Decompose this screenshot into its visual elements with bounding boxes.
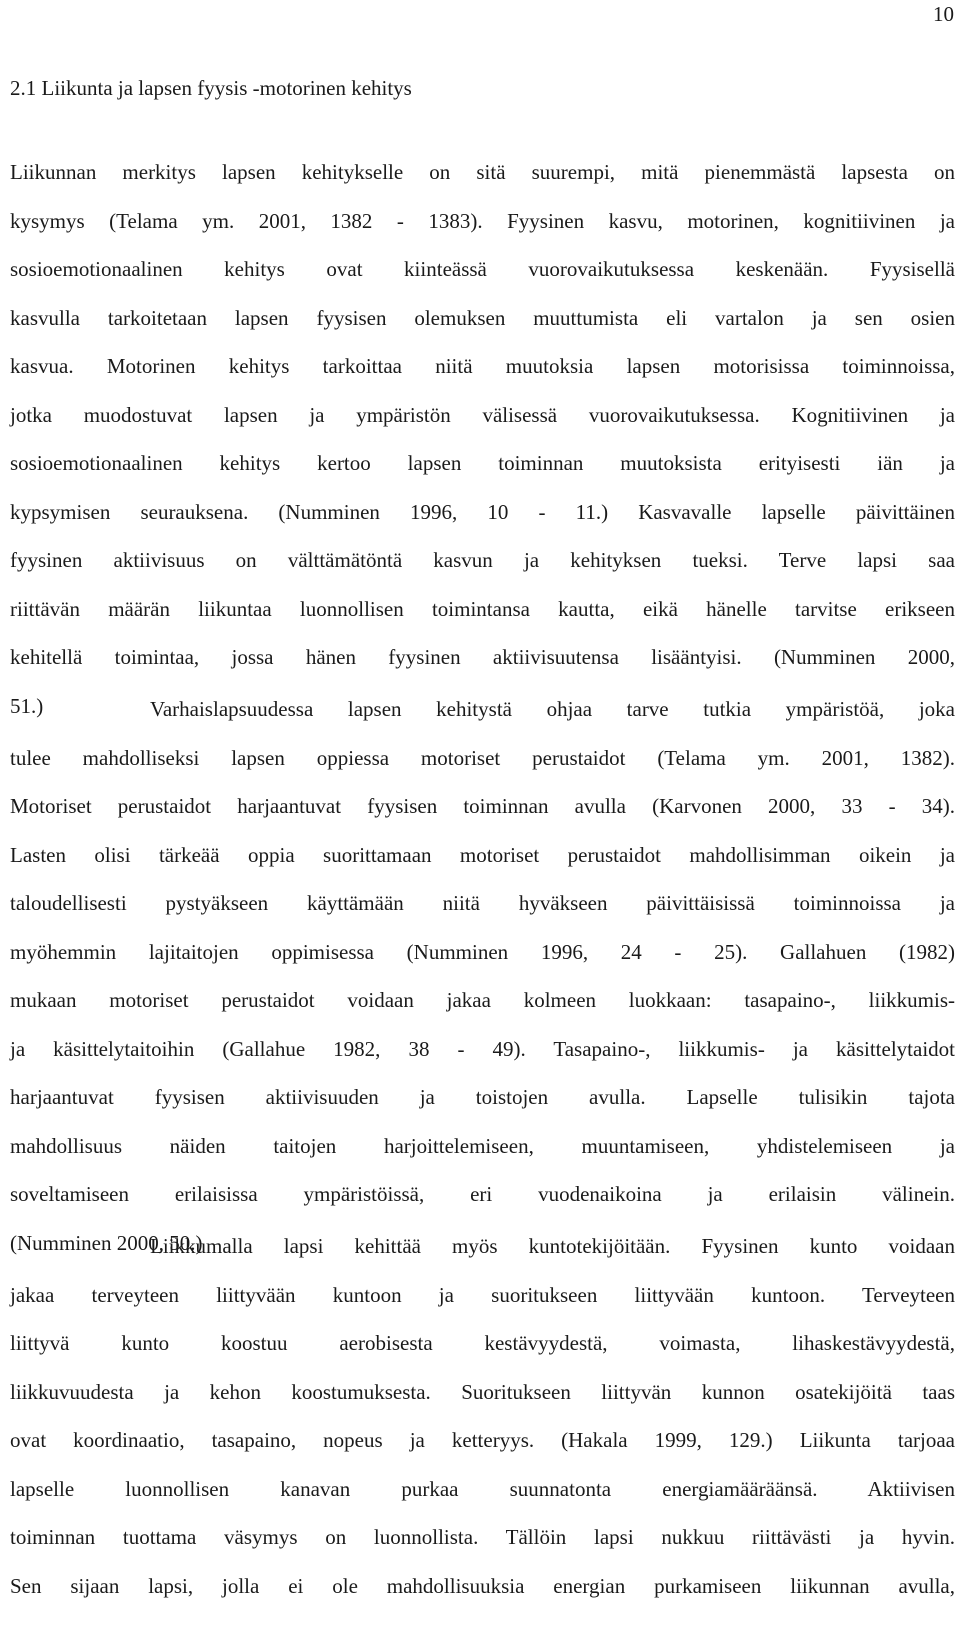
text-line: ja käsittelytaitoihin (Gallahue 1982, 38 - 49). Tasapaino-, liikkumis- ja käsittelytaidot: [10, 1036, 955, 1061]
section-heading: 2.1 Liikunta ja lapsen fyysis -motorinen kehitys: [10, 76, 412, 100]
text-line: kehitellä toimintaa, jossa hänen fyysinen aktiivisuutensa lisääntyisi. (Numminen 2000,: [10, 645, 955, 669]
text-line: riittävän määrän liikuntaa luonnollisen toimintansa kautta, eikä hänelle tarvitse erikseen: [10, 596, 955, 621]
text-line: Sen sijaan lapsi, jolla ei ole mahdollisuuksia energian purkamiseen liikunnan avulla,: [10, 1573, 955, 1598]
text-line: harjaantuvat fyysisen aktiivisuuden ja toistojen avulla. Lapselle tulisikin tajota: [10, 1085, 955, 1109]
paragraph-1: [10, 148, 955, 730]
paragraph-3: [10, 1222, 955, 1610]
paragraph-2: [10, 685, 955, 1267]
text-line: jakaa terveyteen liittyvään kuntoon ja suoritukseen liittyvään kuntoon. Terveyteen: [10, 1282, 955, 1307]
text-line: kypsymisen seurauksena. (Numminen 1996, 10 - 11.) Kasvavalle lapselle päivittäinen: [10, 499, 955, 524]
text-line: Motoriset perustaidot harjaantuvat fyysisen toiminnan avulla (Karvonen 2000, 33 - 34).: [10, 794, 955, 818]
text-line: lapselle luonnollisen kanavan purkaa suunnatonta energiamääräänsä. Aktiivisen: [10, 1476, 955, 1501]
text-line: Varhaislapsuudessa lapsen kehitystä ohjaa tarve tutkia ympäristöä, joka: [150, 697, 955, 721]
text-line: myöhemmin lajitaitojen oppimisessa (Numminen 1996, 24 - 25). Gallahuen (1982): [10, 939, 955, 964]
text-line: kasvulla tarkoitetaan lapsen fyysisen olemuksen muuttumista eli vartalon ja sen osien: [10, 305, 955, 330]
text-line: kysymys (Telama ym. 2001, 1382 - 1383). Fyysinen kasvu, motorinen, kognitiivinen ja: [10, 208, 955, 233]
text-line: mukaan motoriset perustaidot voidaan jakaa kolmeen luokkaan: tasapaino-, liikkumis-: [10, 988, 955, 1012]
text-line: sosioemotionaalinen kehitys ovat kiinteässä vuorovaikutuksessa keskenään. Fyysisellä: [10, 257, 955, 281]
text-line: jotka muodostuvat lapsen ja ympäristön välisessä vuorovaikutuksessa. Kognitiivinen ja: [10, 402, 955, 427]
text-line: Lasten olisi tärkeää oppia suorittamaan motoriset perustaidot mahdollisimman oikein ja: [10, 842, 955, 867]
text-line: taloudellisesti pystyäkseen käyttämään niitä hyväkseen päivittäisissä toiminnoissa ja: [10, 891, 955, 915]
text-line: Liikkumalla lapsi kehittää myös kuntotekijöitään. Fyysinen kunto voidaan: [150, 1234, 955, 1258]
text-line: soveltamiseen erilaisissa ympäristöissä, eri vuodenaikoina ja erilaisin välinein.: [10, 1182, 955, 1206]
text-line: mahdollisuus näiden taitojen harjoittelemiseen, muuntamiseen, yhdistelemiseen ja: [10, 1133, 955, 1158]
text-line: kasvua. Motorinen kehitys tarkoittaa niitä muutoksia lapsen motorisissa toiminnoissa,: [10, 354, 955, 378]
text-line: Liikunnan merkitys lapsen kehitykselle on sitä suurempi, mitä pienemmästä lapsesta on: [10, 160, 955, 184]
text-line: 51.): [10, 693, 44, 718]
text-line: liikkuvuudesta ja kehon koostumuksesta. Suoritukseen liittyvän kunnon osatekijöitä taas: [10, 1379, 955, 1404]
text-line: ovat koordinaatio, tasapaino, nopeus ja ketteryys. (Hakala 1999, 129.) Liikunta tarjoaa: [10, 1428, 955, 1452]
text-line: fyysinen aktiivisuus on välttämätöntä kasvun ja kehityksen tueksi. Terve lapsi saa: [10, 548, 955, 572]
text-line: liittyvä kunto koostuu aerobisesta kestävyydestä, voimasta, lihaskestävyydestä,: [10, 1331, 955, 1355]
text-line: sosioemotionaalinen kehitys kertoo lapsen toiminnan muutoksista erityisesti iän ja: [10, 451, 955, 475]
text-line: toiminnan tuottama väsymys on luonnollista. Tällöin lapsi nukkuu riittävästi ja hyvin.: [10, 1525, 955, 1549]
page-number: 10: [933, 2, 954, 26]
text-line: (Numminen 2000, 50.): [10, 1230, 203, 1255]
text-line: tulee mahdolliseksi lapsen oppiessa motoriset perustaidot (Telama ym. 2001, 1382).: [10, 745, 955, 770]
